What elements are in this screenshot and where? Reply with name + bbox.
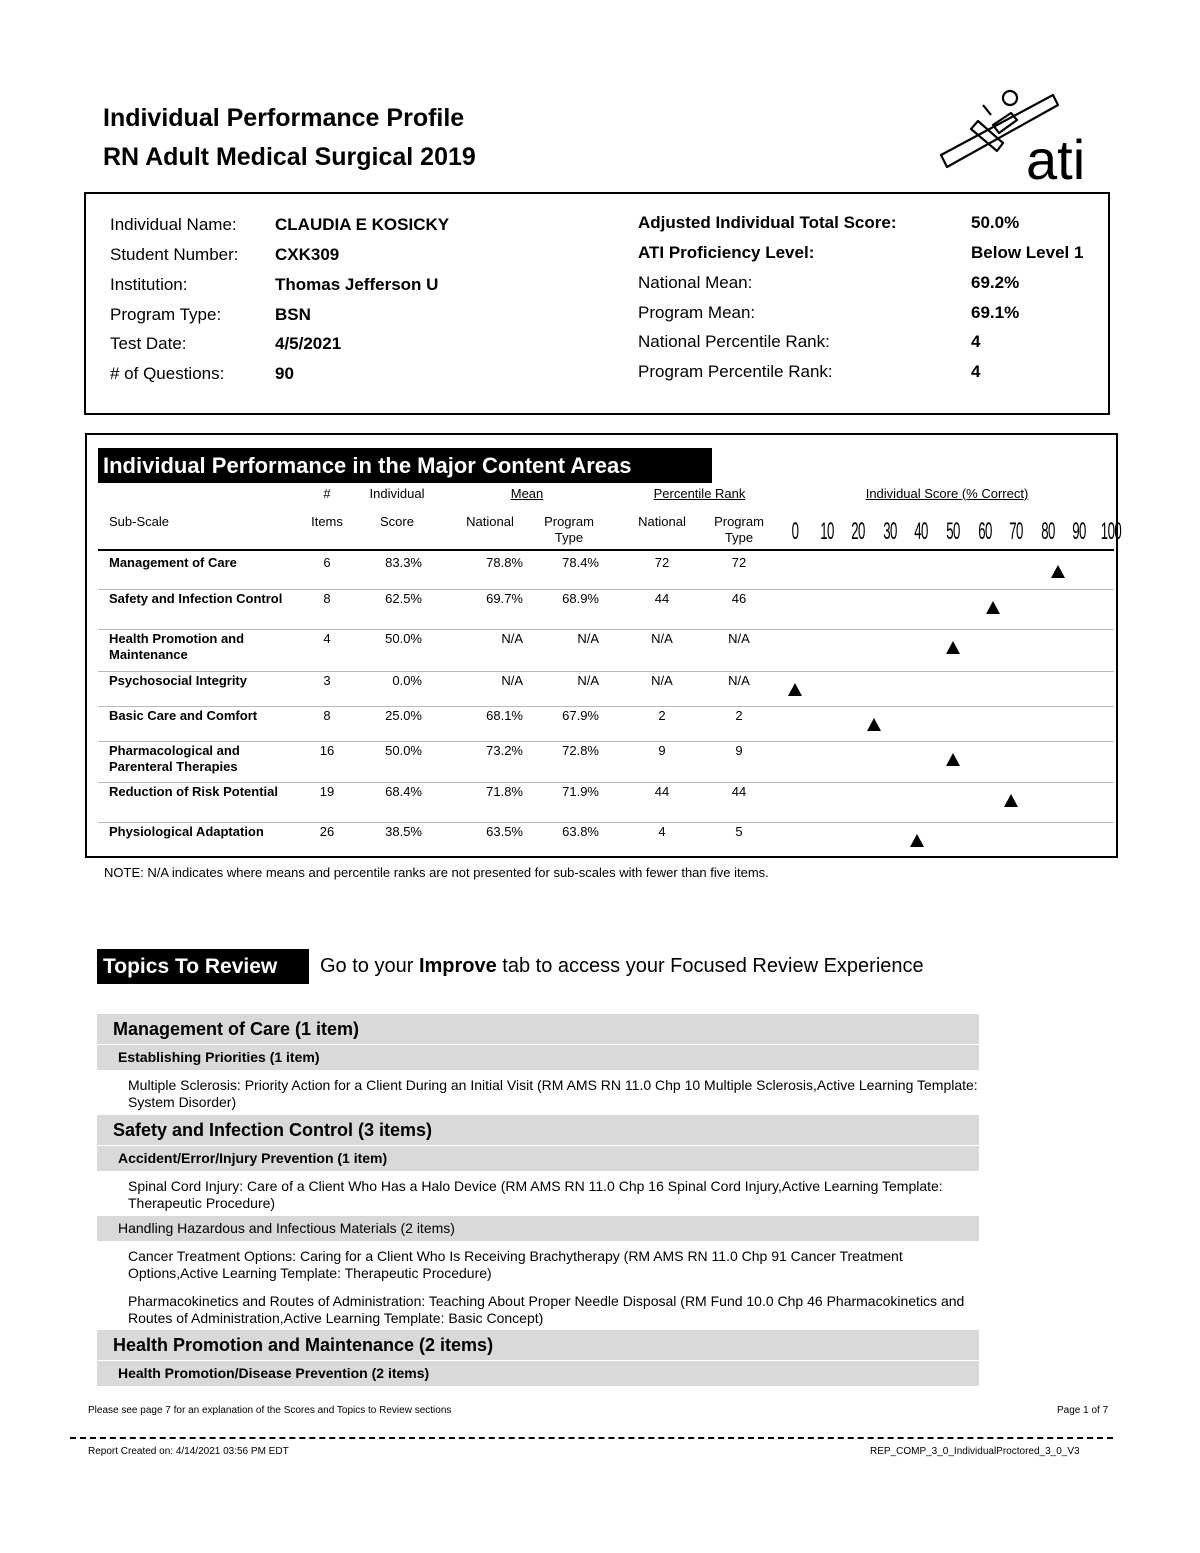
program-percentile: 2 <box>735 708 743 723</box>
score-marker <box>1004 794 1018 807</box>
info-label: Institution: <box>110 275 188 294</box>
topic-item: Multiple Sclerosis: Priority Action for a Client During an Initial Visit (RM AMS RN 11.0 Chp 10 Multiple Sclerosis,Active Learning Template: System Disorder) <box>128 1077 978 1110</box>
topic-item: Pharmacokinetics and Routes of Administration: Teaching About Proper Needle Disposal (RM Fund 10.0 Chp 46 Pharmacokinetics and Routes of Administration,Active Learning Template: Basic Concept) <box>128 1293 965 1326</box>
info-label: National Mean: <box>638 273 753 292</box>
program-percentile: N/A <box>728 631 750 646</box>
col-national-pr: National <box>638 514 686 529</box>
info-value: CLAUDIA E KOSICKY <box>275 215 450 234</box>
individual-score: 83.3% <box>385 555 422 570</box>
scale-tick: 100 <box>1100 518 1122 545</box>
topic-category: Safety and Infection Control (3 items) <box>97 1115 979 1145</box>
report-code: REP_COMP_3_0_IndividualProctored_3_0_V3 <box>870 1446 1080 1457</box>
performance-heading: Individual Performance in the Major Content Areas <box>98 448 712 483</box>
national-percentile: N/A <box>651 631 673 646</box>
page-number: Page 1 of 7 <box>1057 1405 1109 1416</box>
subscale-name: Safety and Infection Control <box>109 591 283 606</box>
national-mean: 78.8% <box>486 555 523 570</box>
score-marker <box>946 641 960 654</box>
topic-item: Cancer Treatment Options: Caring for a Client Who Is Receiving Brachytherapy (RM AMS RN 11.0 Chp 91 Cancer Treatment Options,Active Learning Template: Therapeutic Procedure) <box>128 1248 903 1281</box>
performance-box <box>85 433 1122 858</box>
ati-logo <box>933 85 1108 185</box>
scale-tick: 40 <box>914 518 929 545</box>
program-mean: 78.4% <box>562 555 599 570</box>
topic-item: Spinal Cord Injury: Care of a Client Who Has a Halo Device (RM AMS RN 11.0 Chp 16 Spinal Cord Injury,Active Learning Template: Therapeutic Procedure) <box>128 1178 943 1211</box>
row-divider <box>98 589 1114 590</box>
items-count: 26 <box>319 824 335 839</box>
footer-explanation: Please see page 7 for an explanation of the Scores and Topics to Review sections <box>88 1405 452 1416</box>
scale-tick: 30 <box>882 518 897 545</box>
info-value: CXK309 <box>275 245 340 264</box>
student-info-box <box>84 192 1110 415</box>
national-mean: 73.2% <box>486 743 523 758</box>
info-value: 90 <box>275 364 294 383</box>
col-national-mean: National <box>466 514 514 529</box>
program-mean: 67.9% <box>562 708 599 723</box>
subscale-name: Physiological Adaptation <box>109 824 264 839</box>
national-mean: 69.7% <box>486 591 523 606</box>
info-label: # of Questions: <box>110 364 225 383</box>
topic-category: Management of Care (1 item) <box>97 1014 979 1044</box>
scale-tick: 10 <box>819 518 834 545</box>
national-percentile: 2 <box>658 708 666 723</box>
na-note: NOTE: N/A indicates where means and percentile ranks are not presented for sub-scales with fewer than five items. <box>104 865 769 880</box>
row-divider <box>98 782 1114 783</box>
row-divider <box>98 671 1114 672</box>
info-value: 4 <box>971 332 981 351</box>
subscale-name: Reduction of Risk Potential <box>109 784 279 799</box>
col-program-mean: Program Type <box>544 514 594 545</box>
national-percentile: 44 <box>654 784 670 799</box>
national-percentile: 44 <box>654 591 670 606</box>
info-label: Adjusted Individual Total Score: <box>638 213 897 232</box>
info-label: Individual Name: <box>110 215 237 234</box>
individual-score: 50.0% <box>385 631 422 646</box>
score-marker <box>788 683 802 696</box>
program-mean: 68.9% <box>562 591 599 606</box>
col-items: Items <box>311 514 343 529</box>
national-mean: 63.5% <box>486 824 523 839</box>
score-marker <box>946 753 960 766</box>
scale-tick: 80 <box>1040 518 1055 545</box>
national-mean: 71.8% <box>486 784 523 799</box>
subscale-name: Basic Care and Comfort <box>109 708 258 723</box>
row-divider <box>98 629 1114 630</box>
individual-score: 0.0% <box>392 673 422 688</box>
info-value: 50.0% <box>971 213 1020 232</box>
info-label: Program Mean: <box>638 303 756 322</box>
assessment-name: RN Adult Medical Surgical 2019 <box>103 143 476 171</box>
individual-score: 62.5% <box>385 591 422 606</box>
scale-tick: 70 <box>1009 518 1023 545</box>
individual-score: 38.5% <box>385 824 422 839</box>
national-percentile: N/A <box>651 673 673 688</box>
items-count: 16 <box>319 743 335 758</box>
scale-tick: 90 <box>1072 518 1087 545</box>
row-divider <box>98 706 1114 707</box>
individual-score: 50.0% <box>385 743 422 758</box>
info-label: Program Type: <box>110 305 222 324</box>
header-divider <box>98 549 1114 551</box>
col-program-pr: Program Type <box>714 514 764 545</box>
col-individual-score: Individual Score (% Correct) <box>865 486 1029 501</box>
items-count: 8 <box>323 591 331 606</box>
topics-to-review-badge: Topics To Review <box>97 949 309 984</box>
info-value: 69.1% <box>971 303 1020 322</box>
program-mean: 63.8% <box>562 824 599 839</box>
info-label: National Percentile Rank: <box>638 332 830 351</box>
info-label: ATI Proficiency Level: <box>638 243 815 262</box>
program-percentile: 5 <box>735 824 743 839</box>
col-hash: # <box>323 486 331 501</box>
info-label: Student Number: <box>110 245 239 264</box>
national-mean: 68.1% <box>486 708 523 723</box>
col-percentile-rank: Percentile Rank <box>653 486 746 501</box>
program-percentile: N/A <box>728 673 750 688</box>
national-mean: N/A <box>501 631 523 646</box>
info-label: Program Percentile Rank: <box>638 362 833 381</box>
info-label: Test Date: <box>110 334 187 353</box>
national-mean: N/A <box>501 673 523 688</box>
report-title: Individual Performance Profile <box>103 104 465 132</box>
col-subscale: Sub-Scale <box>109 514 169 529</box>
national-percentile: 4 <box>658 824 666 839</box>
info-value: Thomas Jefferson U <box>275 275 439 294</box>
scale-tick: 20 <box>851 518 865 545</box>
program-percentile: 9 <box>735 743 743 758</box>
program-percentile: 46 <box>731 591 747 606</box>
score-marker <box>867 718 881 731</box>
individual-score: 68.4% <box>385 784 422 799</box>
scale-tick: 0 <box>791 518 799 545</box>
program-mean: 72.8% <box>562 743 599 758</box>
program-mean: N/A <box>577 673 599 688</box>
national-percentile: 9 <box>658 743 666 758</box>
info-value: BSN <box>275 305 311 324</box>
items-count: 3 <box>323 673 331 688</box>
individual-score: 25.0% <box>385 708 422 723</box>
topic-subcategory: Establishing Priorities (1 item) <box>97 1045 979 1070</box>
score-marker <box>910 834 924 847</box>
program-mean: 71.9% <box>562 784 599 799</box>
topic-subcategory: Accident/Error/Injury Prevention (1 item) <box>97 1146 979 1171</box>
col-individual: Individual <box>369 486 425 501</box>
report-created: Report Created on: 4/14/2021 03:56 PM EDT <box>88 1446 289 1457</box>
topics-instructions <box>320 953 924 979</box>
score-marker <box>986 601 1000 614</box>
program-percentile: 72 <box>731 555 747 570</box>
improve-tab-name: Improve <box>418 955 497 977</box>
national-percentile: 72 <box>654 555 670 570</box>
row-divider <box>98 741 1114 742</box>
subscale-name: Psychosocial Integrity <box>109 673 247 688</box>
info-value: Below Level 1 <box>971 243 1084 262</box>
score-marker <box>1051 565 1065 578</box>
program-percentile: 44 <box>731 784 747 799</box>
info-value: 4 <box>971 362 981 381</box>
topic-subcategory: Health Promotion/Disease Prevention (2 items) <box>97 1361 979 1386</box>
footer-divider <box>70 1437 1113 1439</box>
col-score: Score <box>380 514 414 529</box>
program-mean: N/A <box>577 631 599 646</box>
info-value: 69.2% <box>971 273 1020 292</box>
scale-tick: 50 <box>946 518 960 545</box>
items-count: 6 <box>323 555 331 570</box>
topic-subcategory: Handling Hazardous and Infectious Materials (2 items) <box>97 1216 979 1241</box>
items-count: 19 <box>319 784 335 799</box>
subscale-name: Pharmacological and Parenteral Therapies <box>109 743 240 774</box>
subscale-name: Management of Care <box>109 555 237 570</box>
col-mean: Mean <box>510 486 544 501</box>
instr-pre: Go to your <box>320 955 419 977</box>
subscale-name: Health Promotion and Maintenance <box>109 631 245 662</box>
instr-post: tab to access your Focused Review Experience <box>496 955 924 977</box>
row-divider <box>98 822 1114 823</box>
items-count: 4 <box>323 631 331 646</box>
topic-category: Health Promotion and Maintenance (2 items) <box>97 1330 979 1360</box>
info-value: 4/5/2021 <box>275 334 342 353</box>
logo-text: ati <box>1026 128 1086 185</box>
scale-tick: 60 <box>977 518 992 545</box>
items-count: 8 <box>323 708 331 723</box>
